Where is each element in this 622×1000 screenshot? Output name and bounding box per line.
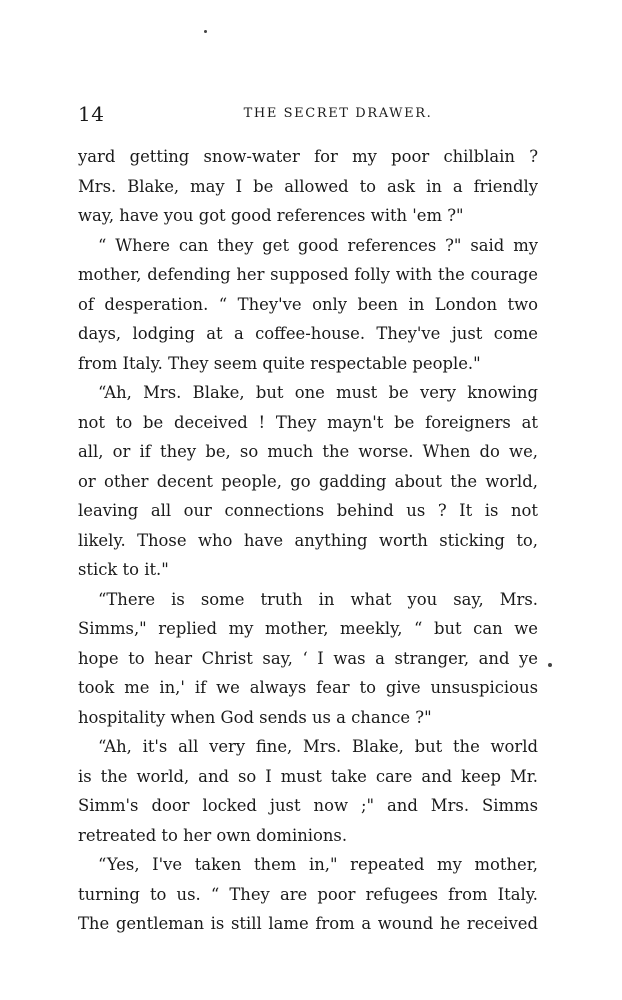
text-line: mother, defending her supposed folly with the courage	[78, 265, 538, 284]
text-line: hospitality when God sends us a chance ?"	[78, 707, 432, 727]
text-line: took me in,' if we always fear to give unsuspicious	[78, 678, 538, 697]
text-line: “Ah, Mrs. Blake, but one must be very knowing	[98, 383, 538, 402]
text-line: “Ah, it's all very fine, Mrs. Blake, but the world	[98, 737, 538, 756]
text-line: days, lodging at a coffee-house. They've just come	[78, 324, 538, 343]
text-line: is the world, and so I must take care and keep Mr.	[78, 766, 538, 786]
text-line: yard getting snow-water for my poor chilblain ?	[78, 147, 538, 166]
text-line: “Yes, I've taken them in," repeated my mother,	[98, 855, 538, 874]
text-line: all, or if they be, so much the worse. When do we,	[78, 442, 538, 461]
page-header	[78, 102, 538, 126]
paper-speck	[548, 663, 552, 667]
text-line: “There is some truth in what you say, Mrs.	[98, 589, 538, 609]
page-number: 14	[78, 102, 105, 126]
body-text	[78, 142, 538, 939]
text-line: leaving all our connections behind us ? It is not	[78, 501, 538, 520]
text-line: Mrs. Blake, may I be allowed to ask in a friendly	[78, 176, 538, 196]
text-line: retreated to her own dominions.	[78, 825, 348, 845]
running-title: THE SECRET DRAWER.	[243, 106, 433, 121]
text-line: or other decent people, go gadding about the world,	[78, 471, 538, 491]
text-line: turning to us. “ They are poor refugees from Italy.	[78, 884, 538, 904]
text-line: not to be deceived ! They mayn't be foreigners at	[78, 412, 538, 432]
text-line: way, have you got good references with 'em ?"	[78, 206, 464, 225]
text-line: from Italy. They seem quite respectable people."	[78, 353, 481, 373]
text-line: The gentleman is still lame from a wound he received	[78, 914, 538, 933]
paper-speck	[204, 30, 207, 33]
text-line: likely. Those who have anything worth sticking to,	[78, 530, 538, 550]
text-line: “ Where can they get good references ?" said my	[98, 235, 538, 255]
text-line: stick to it."	[78, 560, 169, 579]
text-line: Simms," replied my mother, meekly, “ but can we	[78, 619, 538, 638]
text-line: Simm's door locked just now ;" and Mrs. Simms	[78, 796, 538, 815]
text-line: hope to hear Christ say, ‘ I was a stranger, and ye	[78, 648, 538, 668]
text-line: of desperation. “ They've only been in London two	[78, 294, 538, 314]
